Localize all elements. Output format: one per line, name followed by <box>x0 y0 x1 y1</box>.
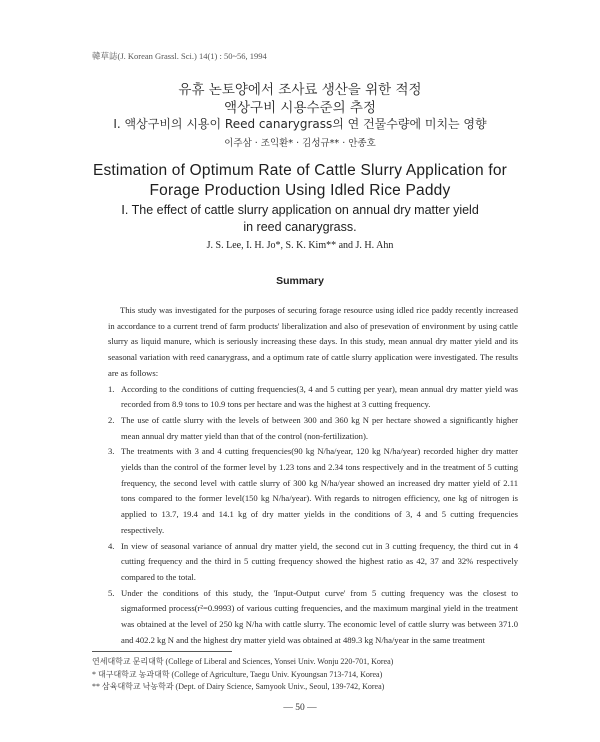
footnote-divider <box>92 651 232 652</box>
result-text: According to the conditions of cutting frequencies(3, 4 and 5 cutting per year), mean annual dry matter yield was recorded from 8.9 tons to 10.9 tons per hectare and was the highest at 3 cutting frequency. <box>121 383 518 410</box>
english-title-line-2: Forage Production Using Idled Rice Paddy <box>149 182 451 199</box>
english-subtitle-line-2: in reed canarygrass. <box>243 220 357 234</box>
result-item <box>108 539 518 586</box>
korean-authors: 이주삼 · 조익환* · 김성규** · 안종호 <box>224 138 376 149</box>
footnote-affiliation: * 대구대학교 농과대학 (College of Agriculture, Taegu Univ. Kyoungsan 713-714, Korea) <box>92 669 383 679</box>
results-list <box>108 382 518 649</box>
korean-subtitle: Ⅰ. 액상구비의 시용이 Reed canarygrass의 연 건물수량에 미치는 영향 <box>113 117 487 131</box>
page-number: — 50 — <box>283 703 317 713</box>
footnote-affiliation: ** 삼육대학교 낙농학과 (Dept. of Dairy Science, Samyook Univ., Seoul, 139-742, Korea) <box>92 682 385 691</box>
result-number: 1. <box>108 383 115 394</box>
result-item <box>108 586 518 649</box>
result-item <box>108 444 518 538</box>
result-item <box>108 382 518 413</box>
result-number: 2. <box>108 414 115 425</box>
result-number: 5. <box>108 587 115 598</box>
footnotes <box>92 656 512 694</box>
summary-heading: Summary <box>276 275 324 287</box>
english-subtitle-line-1: Ⅰ. The effect of cattle slurry application on annual dry matter yield <box>121 203 479 217</box>
korean-title-line-1: 유휴 논토양에서 조사료 생산을 위한 적정 <box>178 82 422 98</box>
journal-reference: 韓草誌(J. Korean Grassl. Sci.) 14(1) : 50~56, 1994 <box>92 51 267 61</box>
footnote-affiliation: 연세대학교 문리대학 (College of Liberal and Sciences, Yonsei Univ. Wonju 220-701, Korea) <box>92 657 394 666</box>
result-number: 4. <box>108 540 115 551</box>
summary-intro: This study was investigated for the purposes of securing forage resource using idled rice paddy recently increased in accordance to a current trend of farm products' liberalization and also of presevation of environment by using cattle slurry as liquid manure, which is seriously increasing these days. In this study, mean annual dry matter yield and its seasonal variation with reed canarygrass, and a optimum rate of cattle slurry application were investigated. The results are as follows: <box>108 305 518 378</box>
result-text: The treatments with 3 and 4 cutting frequencies(90 kg N/ha/year, 120 kg N/ha/year) recorded higher dry matter yields than the control of the former level by 1.23 tons and 2.34 tons respectively and in the treatment of 5 cutting frequency, the second level with cattle slurry of 300 kg N/ha/year showed an increased dry matter yield of 2.11 tons compared to the former level(150 kg N/ha/year). With regards to nitrogen efficiency, one kg of nitrogen is applied to 13.7, 19.4 and 14.1 kg of dry matter yields in the conditions of 3, 4 and 5 cutting frequencies respectively. <box>121 446 518 535</box>
result-number: 3. <box>108 446 115 457</box>
result-text: The use of cattle slurry with the levels of between 300 and 360 kg N per hectare showed a significantly higher mean annual dry matter yield than that of the control (non-fertilization). <box>121 414 518 441</box>
result-text: In view of seasonal variance of annual dry matter yield, the second cut in 3 cutting frequency, the third cut in 4 cutting frequency and the third in 5 cutting frequency showed the highest ratio as 42, 37 and 32% respectively compared to the total. <box>121 540 518 582</box>
result-text: Under the conditions of this study, the 'Input-Output curve' from 5 cutting frequency was the closest to sigmaformed process(r²=0.9993) of various cutting frequencies, and the maximum marginal yield in the treatment was obtained at the level of 250 kg N/ha with cattle slurry. The economic level of cattle slurry was between 371.0 and 402.2 kg N and the highest dry matter yield was obtained at 489.3 kg N/ha/year in the same treatment <box>121 587 518 645</box>
result-item <box>108 413 518 444</box>
korean-title-line-2: 액상구비 시용수준의 추정 <box>223 100 377 116</box>
english-authors: J. S. Lee, I. H. Jo*, S. K. Kim** and J. H. Ahn <box>206 240 394 251</box>
summary-body <box>108 303 518 648</box>
english-title-line-1: Estimation of Optimum Rate of Cattle Slurry Application for <box>92 162 508 179</box>
